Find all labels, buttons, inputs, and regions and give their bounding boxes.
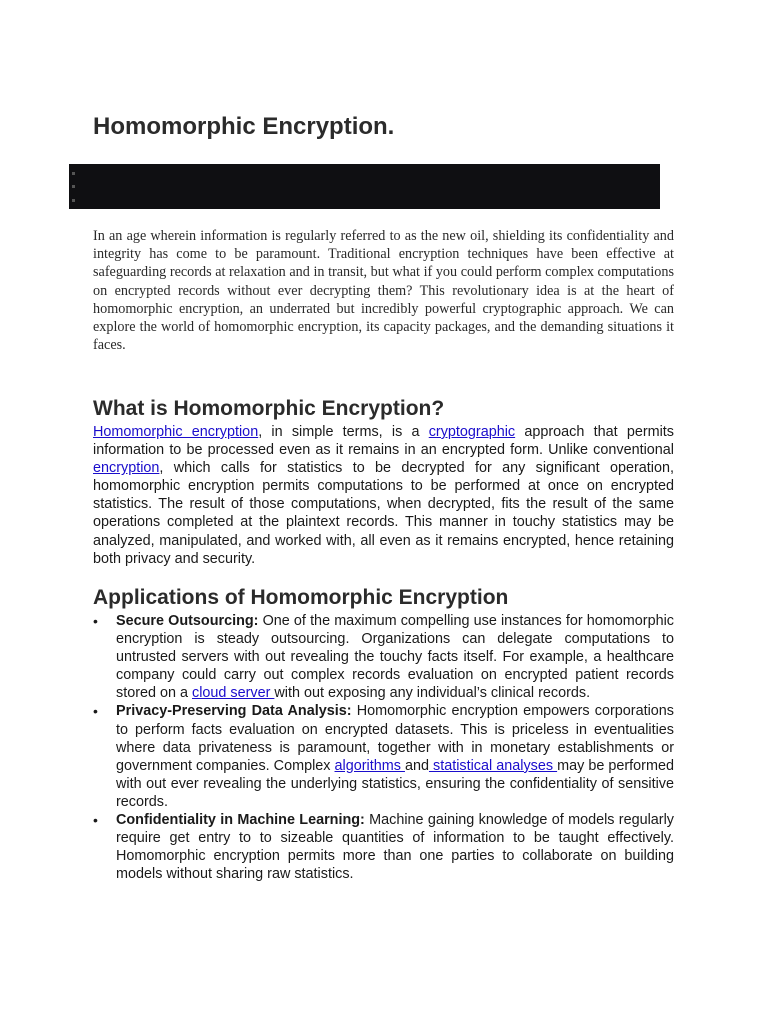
text-segment: , which calls for statistics to be decrypted for any significant operation, homomorphic encryption permits computations to be performed at once on encrypted statistics. The result of those computations, when decrypted, fits the result of the same operations completed at the plaintext records. This manner in touchy statistics may be analyzed, manipulated, and worked with, all even as it remains encrypted, hence retaining both privacy and security. — [93, 460, 674, 567]
section-heading-applications: Applications of Homomorphic Encryption — [93, 586, 509, 609]
bullet-icon: • — [93, 703, 98, 720]
text-segment: , in simple terms, is a — [258, 424, 429, 440]
text-segment: Machine gaining knowledge of models regularly require get entry to to sizeable quantities of information to be taught effectively. Homomorphic encryption permits more than one parties to collaborate on building models without sharing raw statistics. — [116, 812, 674, 883]
link-encryption[interactable]: encryption — [93, 460, 160, 477]
list-item-privacy-preserving — [93, 702, 674, 811]
applications-list — [93, 612, 674, 883]
link-statistical-analyses[interactable]: statistical analyses — [428, 757, 558, 774]
bullet-icon: • — [93, 613, 98, 629]
link-homomorphic-encryption[interactable]: Homomorphic encryption — [93, 424, 259, 440]
text-segment: with out exposing any individual’s clinical records. — [274, 685, 591, 702]
text-segment: One of the maximum compelling use instances for homomorphic encryption is steady outsourcing. Organizations can delegate computations to untrusted servers with out revealing the touchy facts itself. For example, a healthcare company could carry out complex records evaluation on encrypted patient records stored on a — [116, 613, 674, 702]
list-item-machine-learning — [93, 811, 674, 883]
text-segment: and — [404, 757, 429, 774]
list-item-secure-outsourcing — [93, 612, 674, 702]
intro-paragraph: In an age wherein information is regularly referred to as the new oil, shielding its confidentiality and integrity has come to be paramount. Traditional encryption techniques have been effective at safeguarding records at relaxation and in transit, but what if you could perform complex computations on encrypted records without ever decrypting them? This revolutionary idea is at the heart of homomorphic encryption, an underrated but incredibly powerful cryptographic approach. We can explore the world of homomorphic encryption, its capacity packages, and the demanding situations it faces. — [93, 228, 674, 354]
link-cloud-server[interactable]: cloud server — [192, 685, 275, 702]
text-segment: approach that permits information to be processed even as it remains in an encrypted form. Unlike conventional — [93, 424, 674, 459]
text-segment: may be performed with out ever revealing the underlying statistics, ensuring the confidentiality of sensitive records. — [116, 757, 674, 810]
section-heading-what-is: What is Homomorphic Encryption? — [93, 397, 445, 420]
text-segment: Homomorphic encryption empowers corporations to perform facts evaluation on encrypted datasets. This is priceless in eventualities where data privateness is paramount, together with in monetary establishments or government companies. Complex — [116, 703, 674, 774]
banner-dot — [72, 185, 75, 188]
page-title: Homomorphic Encryption. — [93, 113, 395, 140]
banner-bar — [69, 164, 660, 209]
what-is-paragraph — [93, 423, 674, 568]
item-label: Secure Outsourcing: — [116, 613, 259, 629]
link-algorithms[interactable]: algorithms — [334, 757, 405, 774]
banner-dot — [72, 199, 75, 202]
item-label: Confidentiality in Machine Learning: — [116, 812, 365, 829]
link-cryptographic[interactable]: cryptographic — [428, 424, 516, 440]
bullet-icon: • — [93, 812, 98, 829]
item-label: Privacy-Preserving Data Analysis: — [116, 703, 352, 720]
banner-dot — [72, 172, 75, 175]
